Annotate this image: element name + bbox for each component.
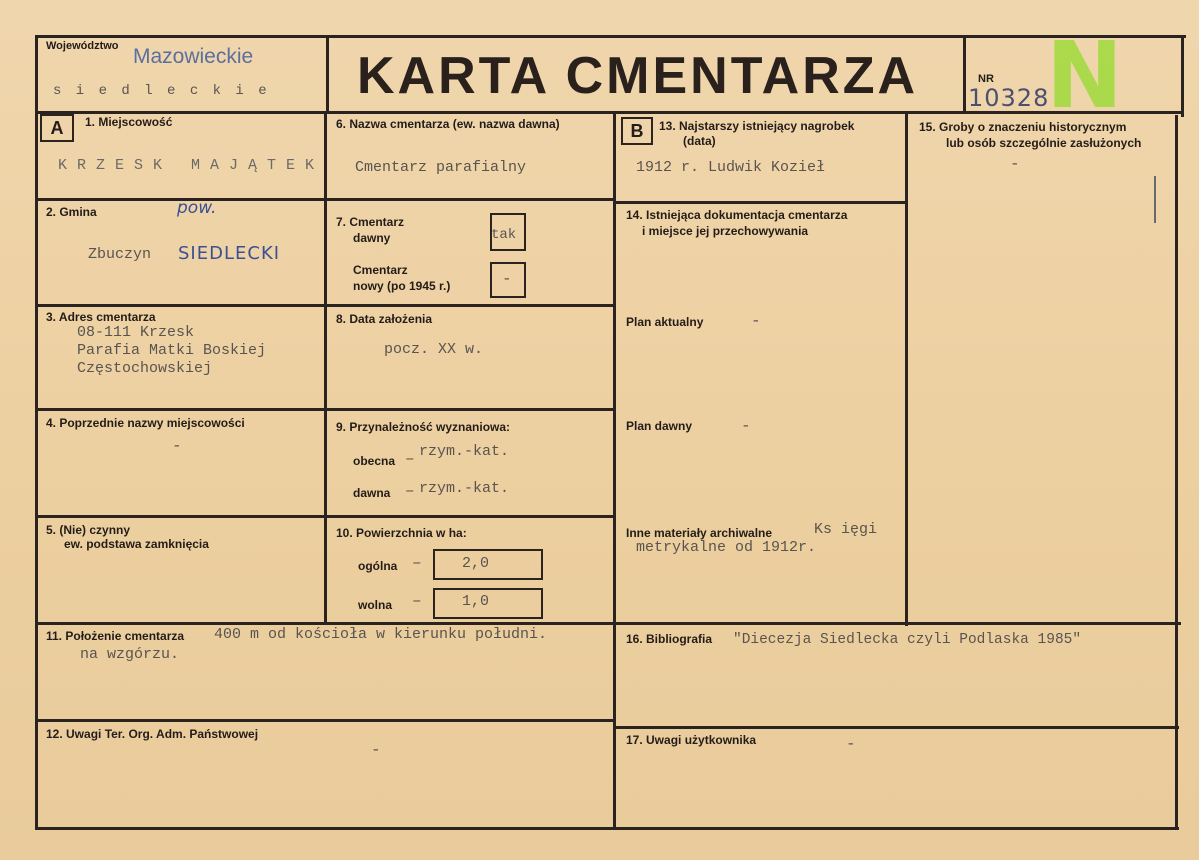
field-3-line-2: Parafia Matki Boskiej — [77, 342, 267, 359]
field-16-value: "Diecezja Siedlecka czyli Podlaska 1985" — [733, 632, 1082, 648]
field-7-label-a1: 7. Cmentarz — [336, 215, 405, 229]
field-2-hand: SIEDLECKI — [178, 243, 281, 264]
field-2-hand-top: pow. — [177, 198, 217, 218]
frame-left — [35, 35, 38, 830]
field-11-label: 11. Położenie cmentarza — [46, 629, 185, 643]
col-divider-3 — [905, 111, 908, 626]
field-10-free-value: 1,0 — [462, 593, 490, 610]
field-13-value: 1912 r. Ludwik Kozieł — [636, 159, 826, 176]
number-value: 10328 — [968, 84, 1050, 112]
other-materials-line-2: metrykalne od 1912r. — [636, 539, 817, 556]
former-plan-label: Plan dawny — [626, 419, 693, 433]
field-11-line-2: na wzgórzu. — [80, 646, 180, 663]
row-line-7 — [613, 726, 1179, 729]
field-6-label: 6. Nazwa cmentarza (ew. nazwa dawna) — [336, 117, 560, 131]
frame-right-lower — [1175, 115, 1178, 830]
field-2-value: Zbuczyn — [88, 246, 152, 263]
other-materials-line-1: Ks ięgi — [814, 521, 878, 538]
field-6-value: Cmentarz parafialny — [355, 159, 527, 176]
row-line-2 — [36, 304, 615, 307]
section-b-box: B — [621, 117, 653, 145]
frame-bottom — [36, 827, 1179, 830]
field-10-free-label: wolna — [358, 598, 393, 612]
frame-top — [36, 35, 1186, 38]
field-5-label-1: 5. (Nie) czynny — [46, 523, 131, 537]
field-7-value-a: tak — [491, 227, 517, 243]
row-line-6 — [36, 719, 615, 722]
field-5-label-2: ew. podstawa zamknięcia — [64, 537, 209, 551]
field-2-label: 2. Gmina — [46, 205, 97, 219]
row-line-13 — [613, 201, 907, 204]
voivodeship-label: Województwo — [46, 40, 119, 52]
voivodeship-value: Mazowieckie — [133, 45, 254, 68]
field-7-label-a2: dawny — [353, 231, 391, 245]
field-9-label: 9. Przynależność wyznaniowa: — [336, 420, 511, 434]
row-line-5 — [36, 622, 1181, 625]
field-13-label-2: (data) — [683, 134, 716, 148]
field-3-label: 3. Adres cmentarza — [46, 310, 156, 324]
highlighter-mark: N — [1046, 22, 1123, 129]
field-14-label-2: i miejsce jej przechowywania — [642, 224, 809, 238]
field-12-label: 12. Uwagi Ter. Org. Adm. Państwowej — [46, 727, 259, 741]
field-3-line-1: 08-111 Krzesk — [77, 324, 195, 341]
other-materials-label: Inne materiały archiwalne — [626, 526, 773, 540]
field-1-label: 1. Miejscowość — [85, 115, 173, 129]
row-line-4 — [36, 515, 615, 518]
section-a-box: A — [40, 114, 74, 142]
field-10-total-label: ogólna — [358, 559, 398, 573]
field-13-label-1: 13. Najstarszy istniejący nagrobek — [659, 119, 855, 133]
frame-right — [1181, 35, 1184, 117]
field-3-line-3: Częstochowskiej — [77, 360, 213, 377]
field-1-value: KRZESK MAJĄTEK — [58, 157, 325, 174]
field-9-current-value: rzym.-kat. — [419, 443, 510, 460]
field-7-label-b1: Cmentarz — [353, 263, 408, 277]
field-9-current-label: obecna — [353, 454, 396, 468]
field-8-label: 8. Data założenia — [336, 312, 433, 326]
field-15-label-2: lub osób szczególnie zasłużonych — [946, 136, 1142, 150]
field-16-label: 16. Bibliografia — [626, 632, 713, 646]
field-10-free-dash: – — [412, 592, 422, 610]
field-17-value: - — [846, 735, 856, 753]
field-7-value-b: - — [502, 270, 512, 288]
voivodeship-sub: s i e d l e c k i e — [53, 83, 270, 99]
page-title: KARTA CMENTARZA — [357, 47, 919, 105]
current-plan-value: - — [751, 312, 761, 330]
field-11-line-1: 400 m od kościoła w kierunku południ. — [214, 626, 548, 643]
field-17-label: 17. Uwagi użytkownika — [626, 733, 757, 747]
pencil-mark — [1154, 176, 1156, 223]
former-plan-value: - — [741, 417, 751, 435]
field-10-label: 10. Powierzchnia w ha: — [336, 526, 467, 540]
field-15-value: - — [1010, 155, 1020, 173]
field-9-former-dash: – — [405, 482, 415, 500]
field-12-value: - — [371, 741, 381, 759]
field-10-total-dash: – — [412, 554, 422, 572]
field-4-label: 4. Poprzednie nazwy miejscowości — [46, 416, 245, 430]
field-10-total-value: 2,0 — [462, 555, 490, 572]
row-line-1 — [36, 198, 615, 201]
row-line-3 — [36, 408, 615, 411]
field-4-value: - — [172, 437, 182, 455]
number-label: NR — [978, 73, 994, 85]
field-15-label-1: 15. Groby o znaczeniu historycznym — [919, 120, 1127, 134]
header-col-2 — [963, 35, 966, 113]
field-14-label-1: 14. Istniejąca dokumentacja cmentarza — [626, 208, 848, 222]
field-9-current-dash: – — [405, 450, 415, 468]
field-9-former-label: dawna — [353, 486, 391, 500]
col-divider-1 — [324, 111, 327, 623]
field-9-former-value: rzym.-kat. — [419, 480, 510, 497]
header-col-1 — [326, 35, 329, 113]
current-plan-label: Plan aktualny — [626, 315, 704, 329]
field-7-label-b2: nowy (po 1945 r.) — [353, 279, 451, 293]
field-8-value: pocz. XX w. — [384, 341, 484, 358]
